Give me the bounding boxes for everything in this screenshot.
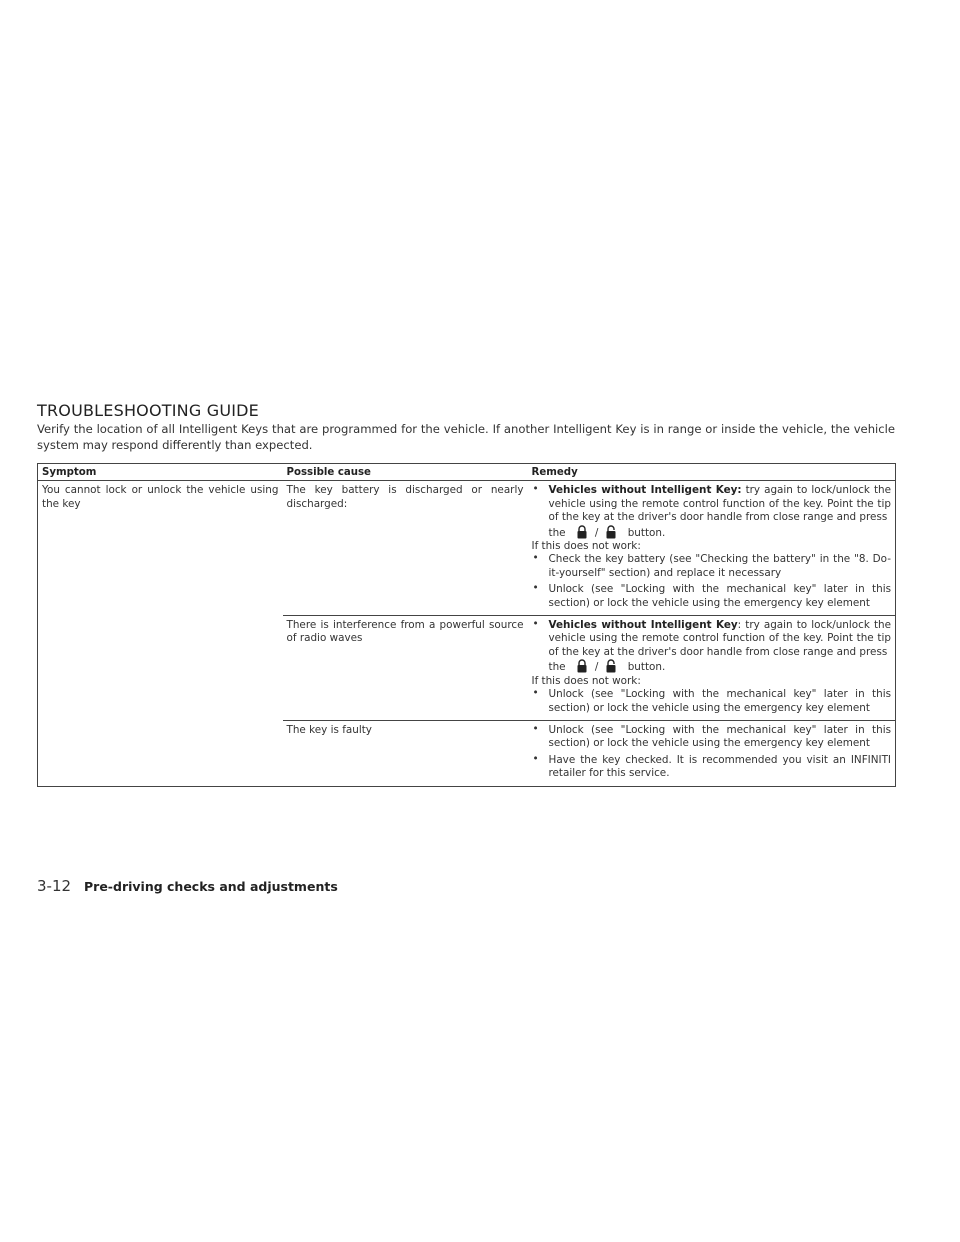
header-possible-cause: Possible cause <box>283 464 528 481</box>
bullet-icon: • <box>532 752 539 765</box>
intro-paragraph: Verify the location of all Intelligent Keys that are programmed for the vehicle. If another Intelligent Key is in range or inside the vehicle, the vehicle system may respond differently than expected. <box>37 422 895 452</box>
if-not-work-text: If this does not work: <box>531 540 641 553</box>
section-title: Pre-driving checks and adjustments <box>84 879 338 894</box>
bullet-icon: • <box>532 483 539 496</box>
symptom-cell: You cannot lock or unlock the vehicle using the key <box>38 481 283 786</box>
lock-icon <box>575 659 589 673</box>
list-item <box>532 484 892 540</box>
slash-text: / <box>594 526 599 539</box>
remedy-bullet-text: Unlock (see "Locking with the mechanical key" later in this section) or lock the vehicle using the emergency key element <box>548 688 891 714</box>
remedy-text: : try again to lock/unlock the vehicle using the remote control function of the key. Point the tip of the key at the driver's door handle from close range and press <box>548 619 891 658</box>
remedy-bullet-text: Have the key checked. It is recommended you visit an INFINITI retailer for this service. <box>548 753 891 780</box>
unlock-icon <box>604 659 618 673</box>
remedy-text: try again to lock/unlock the vehicle using the remote control function of the key. Point the tip of the key at the driver's door handle from close range and press <box>548 484 891 524</box>
list-item <box>532 619 892 675</box>
bullet-icon: • <box>532 582 539 595</box>
cause-cell: There is interference from a powerful source of radio waves <box>283 616 528 721</box>
unlock-icon <box>604 525 618 539</box>
bullet-icon: • <box>532 722 539 735</box>
remedy-cell <box>528 481 896 616</box>
list-item <box>532 583 892 610</box>
remedy-cell <box>528 616 896 721</box>
remedy-bold-label: Vehicles without Intelligent Key <box>548 619 738 632</box>
page-title: TROUBLESHOOTING GUIDE <box>37 401 259 420</box>
lock-icon <box>575 525 589 539</box>
bullet-icon: • <box>532 618 539 631</box>
list-item <box>532 754 892 781</box>
header-remedy: Remedy <box>528 464 896 481</box>
bullet-icon: • <box>532 552 539 565</box>
table-row <box>38 481 896 616</box>
remedy-cell <box>528 720 896 786</box>
if-not-work-text: If this does not work: <box>531 674 641 687</box>
list-item <box>532 724 892 751</box>
table-header-row <box>38 464 896 481</box>
troubleshooting-table <box>37 463 896 787</box>
page-number: 3-12 <box>37 877 72 895</box>
remedy-bold-label: Vehicles without Intelligent Key: <box>548 484 742 497</box>
press-the-text: the <box>548 661 566 674</box>
bullet-icon: • <box>532 687 539 700</box>
slash-text: / <box>594 661 599 674</box>
list-item <box>532 688 892 715</box>
button-text: button. <box>627 661 666 674</box>
remedy-bullet-text: Unlock (see "Locking with the mechanical key" later in this section) or lock the vehicle using the emergency key element <box>548 723 891 750</box>
remedy-bullet-text: Check the key battery (see "Checking the battery" in the "8. Do-it-yourself" section) and replace it necessary <box>548 553 891 579</box>
cause-cell: The key battery is discharged or nearly discharged: <box>283 481 528 616</box>
press-the-text: the <box>548 526 566 539</box>
header-symptom: Symptom <box>38 464 283 481</box>
button-text: button. <box>627 526 666 539</box>
remedy-bullet-text: Unlock (see "Locking with the mechanical key" later in this section) or lock the vehicle using the emergency key element <box>548 583 891 609</box>
list-item <box>532 553 892 580</box>
cause-cell: The key is faulty <box>283 720 528 786</box>
